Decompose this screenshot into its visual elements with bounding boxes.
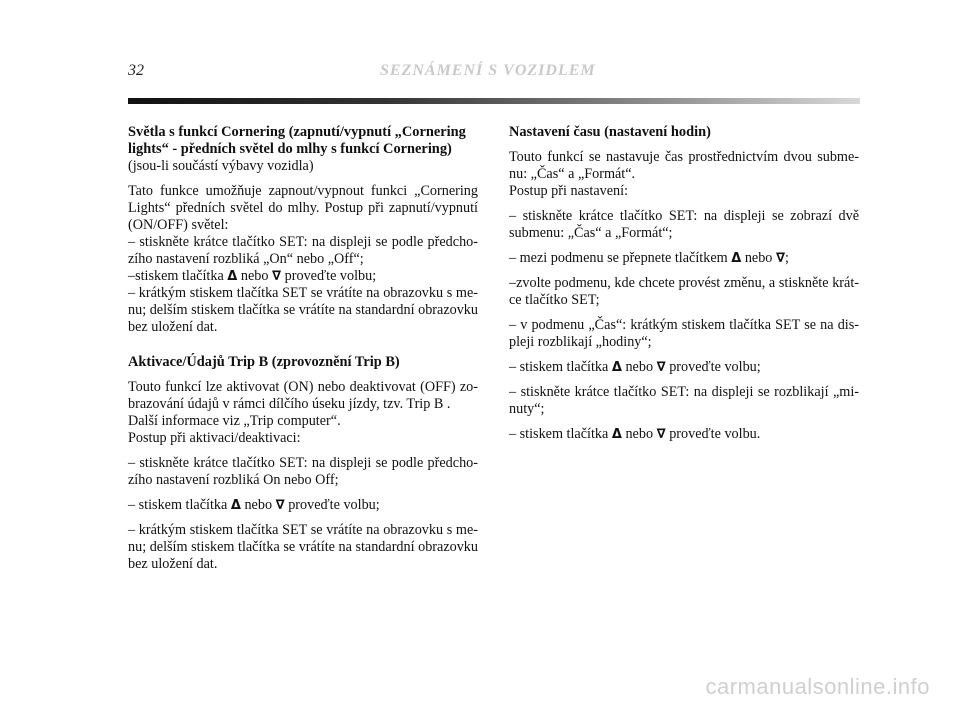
text-run: proveďte volbu; <box>665 359 761 375</box>
paragraph: Postup při aktivaci/deaktivaci: <box>128 430 301 446</box>
down-arrow-icon: ∇ <box>272 269 282 284</box>
up-arrow-icon: Δ <box>611 427 622 442</box>
section-title-cornering: Světla s funkcí Cornering (zapnutí/vypnutí „Cornering lights“ - předních světel do mlhy s funkcí Cornering) <box>128 124 466 157</box>
paragraph: – stiskněte krátce tlačítko SET: na displeji se podle předchozího nastavení rozbliká On nebo Off; <box>128 455 478 488</box>
watermark: carmanualsonline.info <box>705 674 930 699</box>
paragraph <box>128 497 478 514</box>
paragraph: Další informace viz „Trip computer“. <box>128 413 341 429</box>
text-run: proveďte volbu. <box>665 426 761 442</box>
paragraph: – stiskněte krátce tlačítko SET: na displeji se zobrazí dvě submenu: „Čas“ a „Formát“; <box>509 208 859 241</box>
down-arrow-icon: ∇ <box>275 498 285 513</box>
text-run: nebo <box>741 250 776 266</box>
text-run: – stiskem tlačítka <box>509 426 612 442</box>
text-run: ; <box>785 250 789 266</box>
text-run: nebo <box>240 497 276 513</box>
running-title: SEZNÁMENÍ S VOZIDLEM <box>380 62 596 79</box>
text-run: – stiskem tlačítka <box>509 359 612 375</box>
up-arrow-icon: Δ <box>230 498 241 513</box>
text-run: nebo <box>621 426 657 442</box>
paragraph: Touto funkcí lze aktivovat (ON) nebo deaktivovat (OFF) zobrazování údajů v rámci dílčího úseku jízdy, tzv. Trip B . <box>128 379 478 412</box>
down-arrow-icon: ∇ <box>775 251 786 266</box>
up-arrow-icon: Δ <box>731 251 742 266</box>
header-rule <box>128 98 860 104</box>
section-subtitle-cornering: (jsou-li součástí výbavy vozidla) <box>128 158 314 174</box>
up-arrow-icon: Δ <box>611 360 622 375</box>
text-run: proveďte volbu; <box>284 497 380 513</box>
page-number: 32 <box>128 62 144 79</box>
text-run: –stiskem tlačítka <box>128 268 228 284</box>
paragraph: – stiskněte krátce tlačítko SET: na displeji se rozblikají „minuty“; <box>509 384 859 417</box>
paragraph <box>128 268 478 285</box>
text-run: nebo <box>237 268 273 284</box>
down-arrow-icon: ∇ <box>656 427 666 442</box>
text-run: – mezi podmenu se přepnete tlačítkem <box>509 250 732 266</box>
paragraph <box>509 250 859 267</box>
page-header <box>0 62 960 82</box>
paragraph: Touto funkcí se nastavuje čas prostřednictvím dvou submenu: „Čas“ a „Formát“. <box>509 149 859 182</box>
paragraph: Tato funkce umožňuje zapnout/vypnout funkci „Cornering Lights“ předních světel do mlhy. Postup při zapnutí/vypnutí (ON/OFF) světel: <box>128 183 478 233</box>
text-run: nebo <box>621 359 657 375</box>
paragraph: Postup při nastavení: <box>509 183 629 199</box>
paragraph: – v podmenu „Čas“: krátkým stiskem tlačítka SET se na displeji rozblikají „hodiny“; <box>509 317 859 350</box>
paragraph <box>509 359 859 376</box>
paragraph <box>509 426 859 443</box>
left-column <box>128 124 478 573</box>
section-title-trip-b: Aktivace/Údajů Trip B (zprovoznění Trip B) <box>128 354 400 370</box>
down-arrow-icon: ∇ <box>656 360 666 375</box>
paragraph: – krátkým stiskem tlačítka SET se vrátíte na obrazovku s menu; delším stiskem tlačítka se vrátíte na standardní obrazovku bez uložení dat. <box>128 285 478 335</box>
section-title-time: Nastavení času (nastavení hodin) <box>509 124 711 140</box>
paragraph: –zvolte podmenu, kde chcete provést změnu, a stiskněte krátce tlačítko SET; <box>509 275 859 308</box>
right-column <box>509 124 859 443</box>
text-run: proveďte volbu; <box>281 268 377 284</box>
text-run: – stiskem tlačítka <box>128 497 231 513</box>
up-arrow-icon: Δ <box>227 269 238 284</box>
paragraph: – krátkým stiskem tlačítka SET se vrátíte na obrazovku s menu; delším stiskem tlačítka se vrátíte na standardní obrazovku bez uložení dat. <box>128 522 478 572</box>
paragraph: – stiskněte krátce tlačítko SET: na displeji se podle předchozího nastavení rozbliká „On“ nebo „Off“; <box>128 234 478 267</box>
